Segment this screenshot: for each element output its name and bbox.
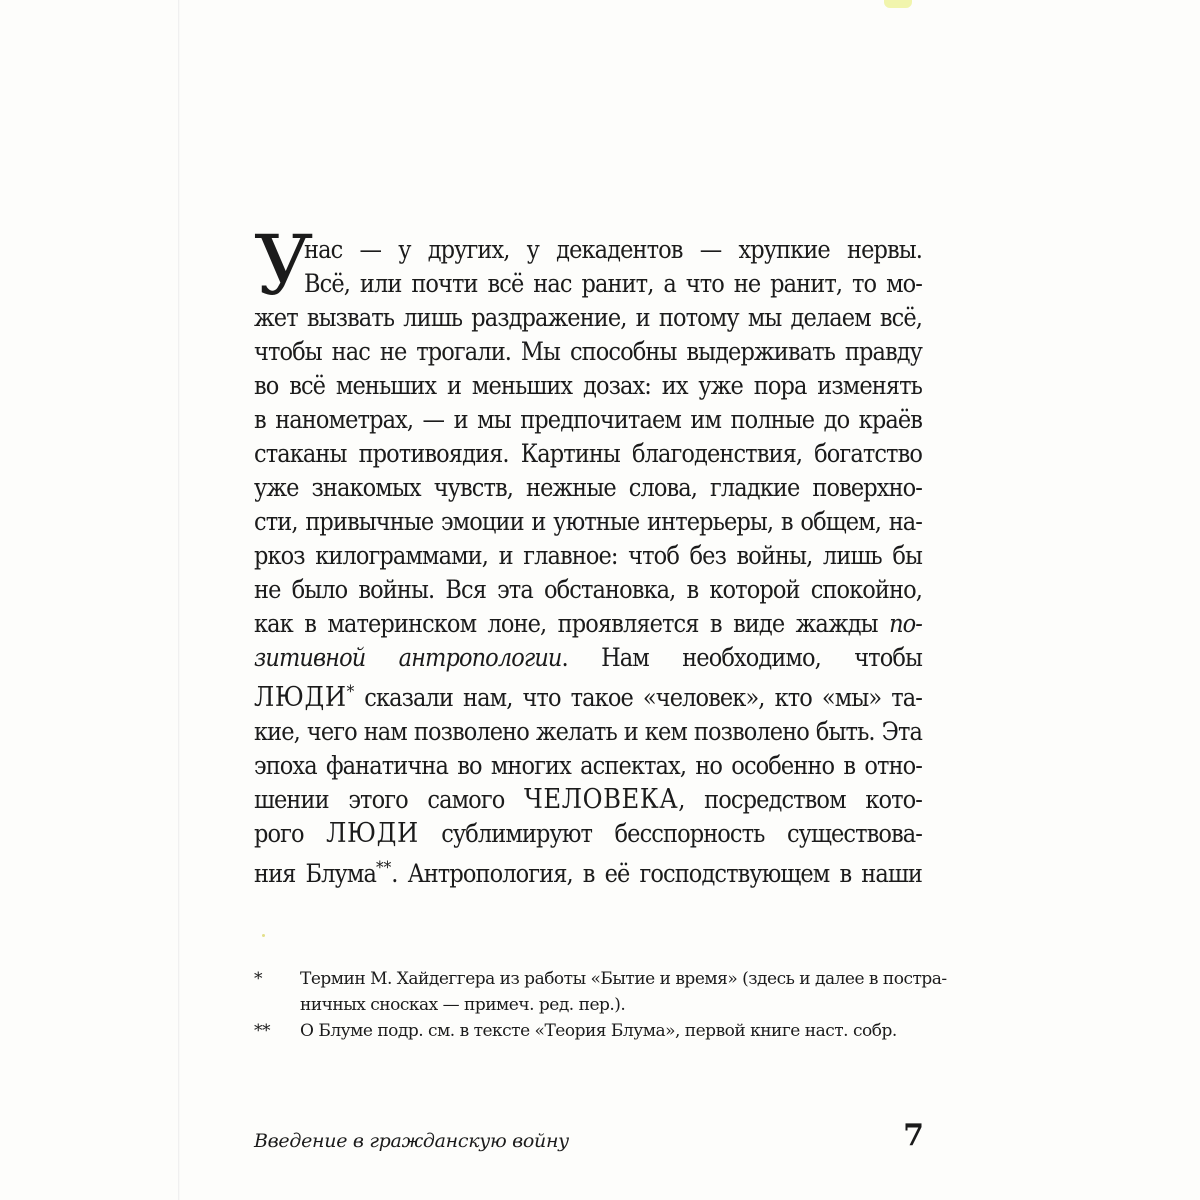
text-line-1: нас — у других, у декадентов — хрупкие нервы. <box>304 235 922 264</box>
text-line-13: зитивной антропологии. Нам необходимо, чтобы <box>254 643 922 672</box>
text-line-3: жет вызвать лишь раздражение, и потому мы делаем всё, <box>254 303 922 332</box>
text-line-17: шении этого самого ЧЕЛОВЕКА, посредством кото- <box>254 784 922 815</box>
paper-speck <box>262 934 265 937</box>
drop-cap: У <box>254 219 314 314</box>
highlighter-mark <box>884 0 912 8</box>
text-line-5: во всё меньших и меньших дозах: их уже пора изменять <box>254 371 922 400</box>
text-line-14: ЛЮДИ* сказали нам, что такое «человек», кто «мы» та- <box>254 682 922 713</box>
text-line-8: уже знакомых чувств, нежные слова, гладкие поверхно- <box>254 473 922 502</box>
footnote-line: ничных сносках — примеч. ред. пер.). <box>300 995 626 1015</box>
text-line-6: в нанометрах, — и мы предпочитаем им полные до краёв <box>254 405 922 434</box>
text-line-11: не было войны. Вся эта обстановка, в которой спокойно, <box>254 575 922 604</box>
text-line-12: как в материнском лоне, проявляется в виде жажды по- <box>254 609 922 638</box>
footnote-1 <box>254 966 947 1018</box>
text-line-18: рого ЛЮДИ сублимируют бесспорность существова- <box>254 818 923 849</box>
footnote-mark: * <box>254 969 262 989</box>
text-line-9: сти, привычные эмоции и уютные интерьеры, в общем, на- <box>254 507 922 536</box>
footnote-mark: ** <box>254 1021 270 1041</box>
text-line-16: эпоха фанатична во многих аспектах, но особенно в отно- <box>254 751 922 780</box>
text-line-4: чтобы нас не трогали. Мы способны выдерживать правду <box>254 337 922 366</box>
footnotes <box>254 966 947 1044</box>
text-line-19: ния Блума**. Антропология, в её господствующем в наши <box>254 858 922 888</box>
text-line-2: Всё, или почти всё нас ранит, а что не ранит, то мо- <box>304 269 922 298</box>
page-edge <box>178 0 180 1200</box>
running-title: Введение в гражданскую войну <box>254 1130 569 1152</box>
text-line-10: ркоз килограммами, и главное: чтоб без войны, лишь бы <box>254 541 922 570</box>
footnote-line: Термин М. Хайдеггера из работы «Бытие и время» (здесь и далее в постра- <box>300 969 947 989</box>
text-line-7: стаканы противоядия. Картины благоденствия, богатство <box>254 439 922 468</box>
footnote-2 <box>254 1018 922 1044</box>
page-number: 7 <box>903 1118 924 1153</box>
footnote-line: О Блуме подр. см. в тексте «Теория Блума», первой книге наст. собр. <box>300 1021 897 1041</box>
body-text <box>254 219 923 891</box>
text-line-15: кие, чего нам позволено желать и кем позволено быть. Эта <box>254 717 922 746</box>
